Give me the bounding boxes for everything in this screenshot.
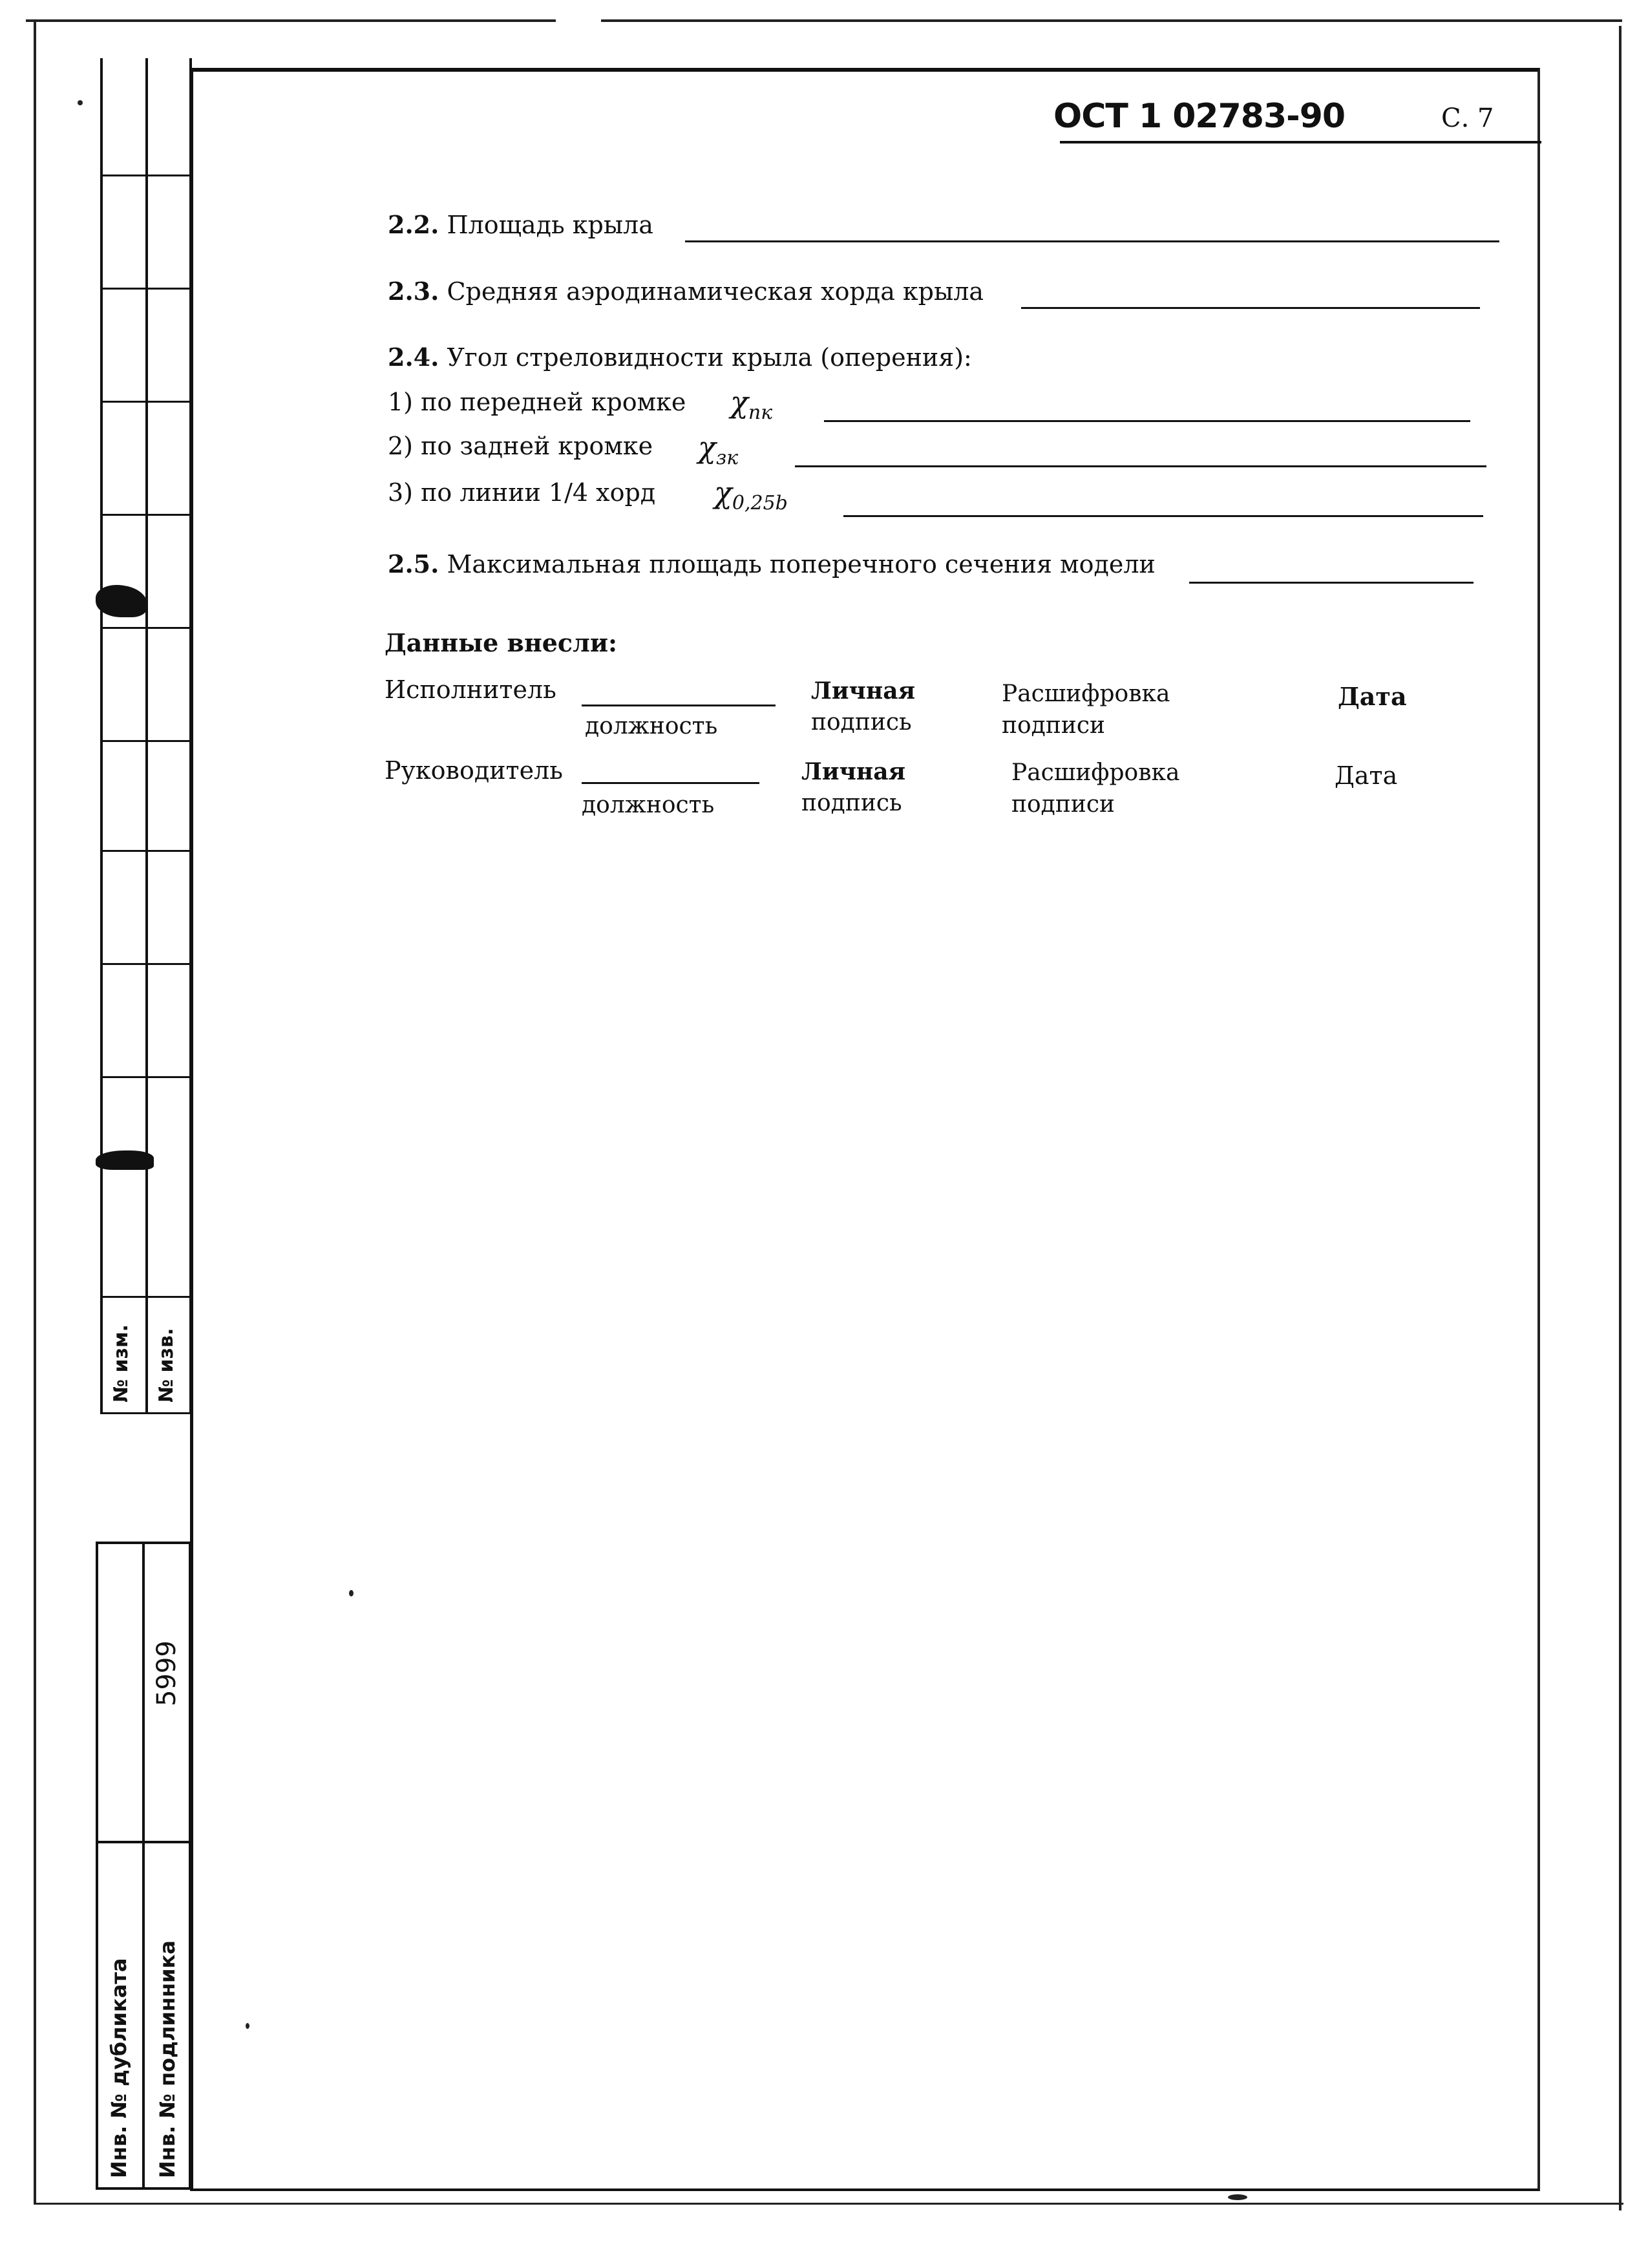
symbol-subscript: пк — [748, 401, 773, 425]
item-label: Угол стреловидности крыла (оперения): — [447, 343, 972, 372]
mac-blank — [1021, 307, 1480, 309]
strip-cell — [100, 1296, 191, 1298]
decode-line1: Расшифровка — [1002, 681, 1170, 707]
executor-role: Исполнитель — [385, 675, 556, 704]
strip-cell — [100, 401, 191, 403]
item-number: 2) — [388, 432, 414, 460]
ink-blot — [96, 1150, 154, 1170]
chi-symbol: χ — [714, 475, 732, 510]
inventory-divider-vertical — [142, 1542, 145, 2187]
item-trailing-edge — [388, 432, 653, 460]
decode-line1: Расшифровка — [1011, 759, 1180, 786]
duplicate-inventory-label: Инв. № дубликата — [107, 1958, 131, 2178]
original-inventory-value: 5999 — [152, 1640, 182, 1706]
strip-cell — [100, 850, 191, 852]
head-sign-label — [801, 756, 905, 819]
symbol-subscript: зк — [715, 447, 739, 470]
scan-speck — [1228, 2194, 1247, 2200]
item-label: по линии 1/4 хорд — [421, 478, 656, 507]
sweep-symbol-quarter — [714, 475, 788, 514]
scan-speck — [246, 2023, 249, 2029]
outer-left-border — [34, 19, 36, 2204]
strip-cell — [100, 175, 191, 176]
item-number: 2.2. — [388, 210, 439, 239]
document-code: ОСТ 1 02783-90 — [1053, 97, 1346, 136]
sweep-symbol-leading — [730, 385, 772, 424]
outer-right-border — [1619, 26, 1622, 2210]
chi-symbol: χ — [698, 430, 716, 465]
item-2-3 — [388, 277, 984, 306]
strip-cell — [100, 288, 191, 290]
item-number: 1) — [388, 388, 414, 416]
sign-line1: Личная — [801, 758, 906, 785]
strip-cell — [100, 740, 191, 742]
strip-cell — [100, 627, 191, 629]
quarter-chord-blank — [843, 515, 1483, 517]
original-inventory-label: Инв. № подлинника — [155, 1940, 180, 2178]
item-label: Площадь крыла — [447, 211, 653, 239]
chi-symbol: χ — [730, 385, 748, 419]
item-leading-edge — [388, 388, 686, 416]
item-quarter-chord — [388, 478, 655, 507]
page-header — [1053, 97, 1545, 142]
page-frame — [190, 68, 1540, 2191]
strip-cell — [100, 514, 191, 516]
head-decode-label — [1011, 758, 1179, 820]
inventory-divider-horizontal — [96, 1841, 189, 1843]
item-2-5 — [388, 549, 1156, 578]
change-registration-strip — [100, 58, 191, 1412]
item-2-4 — [388, 343, 972, 372]
strip-cell — [100, 1412, 191, 1414]
header-underline — [1060, 141, 1541, 143]
item-label: по передней кромке — [421, 388, 686, 416]
item-label: Средняя аэродинамическая хорда крыла — [447, 277, 984, 306]
item-number: 2.5. — [388, 549, 439, 578]
item-number: 2.3. — [388, 277, 439, 306]
head-date-label: Дата — [1335, 761, 1398, 790]
item-number: 2.4. — [388, 343, 439, 372]
leading-edge-blank — [824, 420, 1470, 422]
executor-position-caption: должность — [585, 713, 718, 739]
head-role: Руководитель — [385, 756, 563, 785]
wing-area-blank — [685, 240, 1499, 242]
trailing-edge-blank — [795, 465, 1486, 467]
sign-line2: подпись — [811, 708, 912, 736]
item-label: по задней кромке — [421, 432, 653, 460]
strip-col-b — [145, 58, 148, 1412]
change-number-label: № изм. — [110, 1324, 132, 1403]
item-2-2 — [388, 210, 653, 239]
strip-col-a — [100, 58, 103, 1412]
executor-position-line — [582, 705, 776, 706]
sign-line1: Личная — [811, 677, 916, 705]
top-border-right — [601, 19, 1622, 22]
bottom-border — [34, 2203, 1623, 2205]
top-border-left — [26, 19, 556, 22]
executor-decode-label — [1002, 679, 1170, 741]
executor-sign-label — [811, 675, 915, 738]
signatures-heading: Данные внесли: — [385, 628, 618, 657]
decode-line2: подписи — [1002, 712, 1105, 739]
symbol-subscript: 0,25b — [732, 492, 788, 515]
item-number: 3) — [388, 478, 414, 507]
scan-speck — [349, 1590, 354, 1596]
item-label: Максимальная площадь поперечного сечения модели — [447, 550, 1156, 578]
decode-line2: подписи — [1011, 790, 1115, 818]
sweep-symbol-trailing — [698, 430, 738, 469]
scan-speck — [78, 100, 83, 105]
sign-line2: подпись — [801, 789, 902, 816]
strip-col-c — [189, 58, 192, 1412]
strip-cell — [100, 963, 191, 965]
page-number: С. 7 — [1441, 103, 1494, 133]
max-area-blank — [1189, 582, 1474, 584]
executor-date-label: Дата — [1338, 682, 1407, 711]
head-position-caption: должность — [582, 792, 715, 818]
head-position-line — [582, 782, 759, 784]
strip-cell — [100, 1076, 191, 1078]
notice-number-label: № изв. — [155, 1328, 178, 1403]
